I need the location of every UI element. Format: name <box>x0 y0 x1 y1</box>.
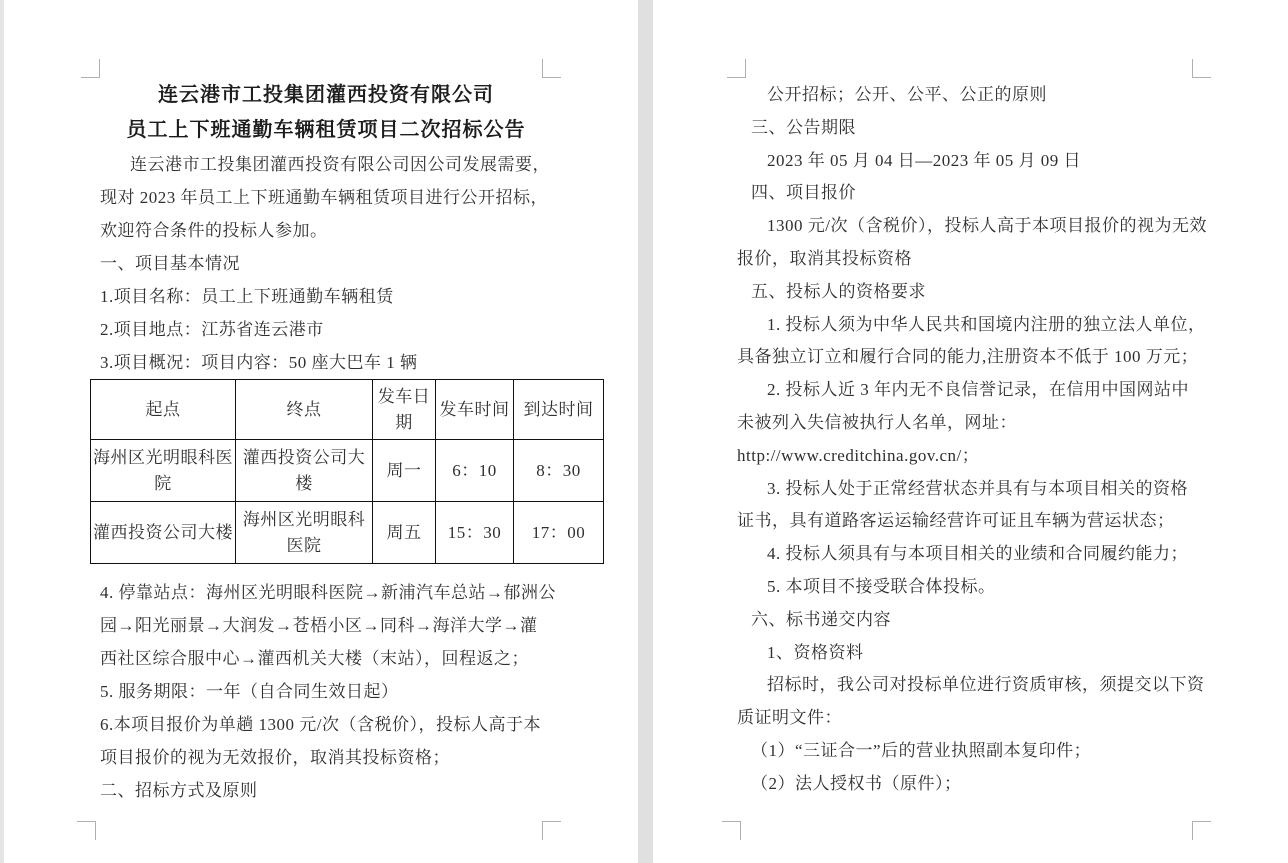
paragraph-line: 公开招标；公开、公平、公正的原则 <box>767 85 1047 104</box>
paragraph-line: 西社区综合服中心→灌西机关大楼（末站），回程返之； <box>100 649 529 668</box>
paragraph-line: 连云港市工投集团灌西投资有限公司因公司发展需要， <box>130 155 550 174</box>
crop-mark <box>722 821 741 840</box>
table-header-cell: 起点 <box>91 380 236 440</box>
paragraph-line: 2.项目地点：江苏省连云港市 <box>100 320 324 339</box>
paragraph-line: 5. 服务期限：一年（自合同生效日起） <box>100 682 399 701</box>
paragraph-line: 欢迎符合条件的投标人参加。 <box>100 221 328 240</box>
paragraph-line: 一、项目基本情况 <box>100 254 240 273</box>
paragraph-line: 具备独立订立和履行合同的能力,注册资本不低于 100 万元； <box>737 347 1199 367</box>
paragraph-line: 三、公告期限 <box>751 117 856 137</box>
table-cell: 灌西投资公司大楼 <box>236 440 373 502</box>
paragraph-line: 报价，取消其投标资格 <box>737 248 912 268</box>
paragraph-line: 1、资格资料 <box>767 642 864 662</box>
crop-mark <box>542 821 561 840</box>
paragraph-line: 六、标书递交内容 <box>751 609 891 629</box>
page-gap <box>638 0 653 863</box>
paragraph-line: http://www.creditchina.gov.cn/； <box>737 445 980 465</box>
paragraph-line: 园→阳光丽景→大润发→苍梧小区→同科→海洋大学→灌 <box>100 616 538 635</box>
page-left-content <box>93 78 594 807</box>
paragraph-line: 6.本项目报价为单趟 1300 元/次（含税价），投标人高于本 <box>100 715 541 734</box>
paragraph-line: 5. 本项目不接受联合体投标。 <box>767 576 996 596</box>
table-cell: 灌西投资公司大楼 <box>91 502 236 564</box>
paragraph-line: 1300 元/次（含税价），投标人高于本项目报价的视为无效 <box>767 216 1207 236</box>
table-cell: 海州区光明眼科医院 <box>236 502 373 564</box>
crop-mark <box>542 59 561 78</box>
paragraph-line: 项目报价的视为无效报价，取消其投标资格； <box>100 748 450 767</box>
table-header-row <box>91 380 604 440</box>
paragraph-line: 现对 2023 年员工上下班通勤车辆租赁项目进行公开招标， <box>100 188 548 207</box>
paragraph-line: （2）法人授权书（原件）； <box>751 773 962 793</box>
paragraph-line: 未被列入失信被执行人名单，网址： <box>737 412 1017 432</box>
section-before-table <box>100 148 552 379</box>
paragraph-line: 四、项目报价 <box>751 183 856 203</box>
paragraph-line: 3. 投标人处于正常经营状态并具有与本项目相关的资格 <box>767 478 1188 498</box>
table-header-cell: 到达时间 <box>514 380 604 440</box>
paragraph-line: 2. 投标人近 3 年内无不良信誉记录，在信用中国网站中 <box>767 380 1189 400</box>
table-header-cell: 终点 <box>236 380 373 440</box>
table-cell: 周一 <box>373 440 436 502</box>
paragraph-line: 4. 停靠站点：海州区光明眼科医院→新浦汽车总站→郁洲公 <box>100 583 556 602</box>
table-header-cell: 发车时间 <box>436 380 514 440</box>
page-left <box>4 0 638 863</box>
crop-mark <box>77 821 96 840</box>
crop-mark <box>1192 821 1211 840</box>
page-right <box>653 0 1288 863</box>
paragraph-line: 二、招标方式及原则 <box>100 781 258 800</box>
table-cell: 17：00 <box>514 502 604 564</box>
table-row <box>91 502 604 564</box>
section-after-table <box>100 576 556 807</box>
paragraph-line: （1）“三证合一”后的营业执照副本复印件； <box>751 740 1092 760</box>
table-row <box>91 440 604 502</box>
page-right-content <box>737 79 1207 801</box>
schedule-table <box>90 379 604 564</box>
section-right <box>737 79 1207 801</box>
table-header-cell: 发车日期 <box>373 380 436 440</box>
paragraph-line: 1.项目名称：员工上下班通勤车辆租赁 <box>100 287 394 306</box>
table-cell: 周五 <box>373 502 436 564</box>
crop-mark <box>1192 59 1211 78</box>
table-cell: 15：30 <box>436 502 514 564</box>
doc-title-line-1: 连云港市工投集团灌西投资有限公司 <box>158 84 494 106</box>
paragraph-line: 2023 年 05 月 04 日—2023 年 05 月 09 日 <box>767 150 1081 170</box>
paragraph-line: 证书，具有道路客运运输经营许可证且车辆为营运状态； <box>737 511 1175 531</box>
paragraph-line: 五、投标人的资格要求 <box>751 281 926 301</box>
paragraph-line: 质证明文件： <box>737 708 842 728</box>
paragraph-line: 3.项目概况：项目内容：50 座大巴车 1 辆 <box>100 353 418 372</box>
paragraph-line: 1. 投标人须为中华人民共和国境内注册的独立法人单位， <box>767 314 1206 334</box>
crop-mark <box>81 59 100 78</box>
doc-title-line-2: 员工上下班通勤车辆租赁项目二次招标公告 <box>126 119 526 141</box>
crop-mark <box>727 59 746 78</box>
table-cell: 6：10 <box>436 440 514 502</box>
table-cell: 8：30 <box>514 440 604 502</box>
paragraph-line: 招标时，我公司对投标单位进行资质审核，须提交以下资 <box>767 675 1205 695</box>
paragraph-line: 4. 投标人须具有与本项目相关的业绩和合同履约能力； <box>767 544 1188 564</box>
table-cell: 海州区光明眼科医院 <box>91 440 236 502</box>
